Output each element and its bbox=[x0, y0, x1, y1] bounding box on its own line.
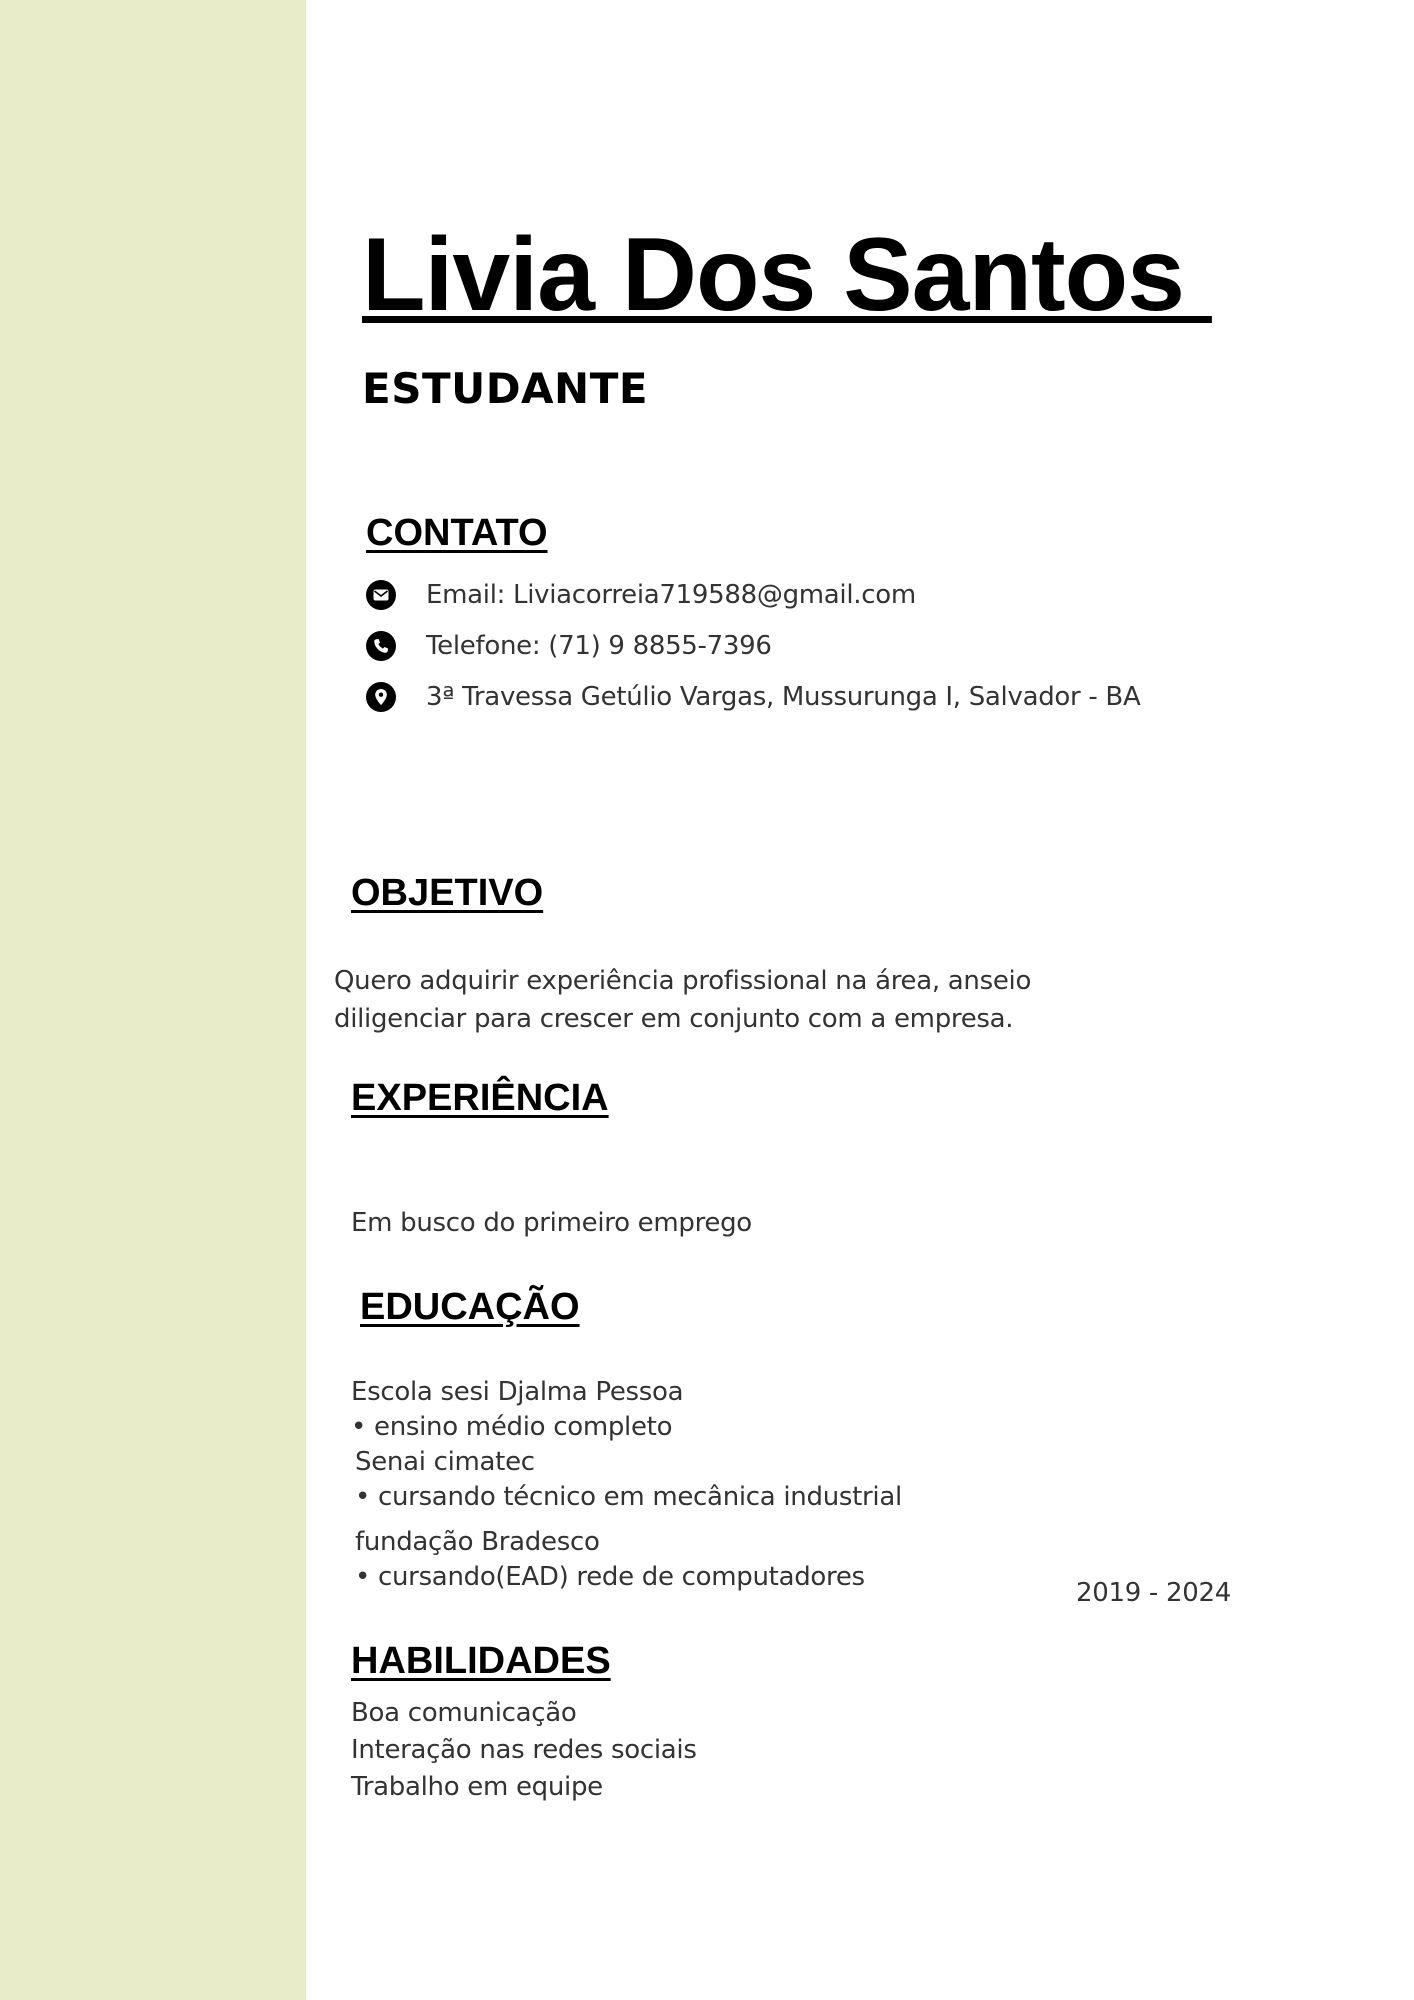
skills-heading: HABILIDADES bbox=[351, 1640, 611, 1682]
contact-phone-text[interactable]: Telefone: (71) 9 8855-7396 bbox=[426, 631, 772, 661]
education-detail-1: • ensino médio completo bbox=[351, 1412, 673, 1442]
objective-heading: OBJETIVO bbox=[351, 872, 544, 914]
contact-address-text: 3ª Travessa Getúlio Vargas, Mussurunga I, Salvador - BA bbox=[426, 682, 1141, 712]
email-icon bbox=[366, 580, 396, 610]
education-detail-3: • cursando(EAD) rede de computadores bbox=[355, 1562, 865, 1592]
candidate-role: ESTUDANTE bbox=[362, 364, 649, 413]
location-icon bbox=[366, 682, 396, 712]
objective-text: Quero adquirir experiência profissional na área, anseio diligenciar para crescer em conjunto com a empresa. bbox=[334, 966, 1032, 1034]
sidebar-panel bbox=[0, 0, 306, 2000]
experience-text: Em busco do primeiro emprego bbox=[351, 1208, 752, 1238]
education-school-2: Senai cimatec bbox=[355, 1447, 535, 1477]
contact-phone-row bbox=[366, 626, 772, 666]
education-school-1: Escola sesi Djalma Pessoa bbox=[351, 1377, 684, 1407]
skill-item: Interação nas redes sociais bbox=[351, 1735, 697, 1765]
contact-address-row bbox=[366, 677, 1140, 717]
education-detail-2: • cursando técnico em mecânica industrial bbox=[355, 1482, 902, 1512]
candidate-name: Livia Dos Santos bbox=[362, 217, 1212, 333]
experience-heading: EXPERIÊNCIA bbox=[351, 1077, 609, 1119]
skill-item: Trabalho em equipe bbox=[351, 1772, 603, 1802]
contact-heading: CONTATO bbox=[366, 512, 548, 554]
contact-email-row bbox=[366, 575, 916, 615]
education-school-3: fundação Bradesco bbox=[355, 1527, 600, 1557]
contact-email-text[interactable]: Email: Liviacorreia719588@gmail.com bbox=[426, 580, 916, 610]
education-heading: EDUCAÇÃO bbox=[360, 1286, 580, 1328]
skill-item: Boa comunicação bbox=[351, 1698, 577, 1728]
education-period: 2019 - 2024 bbox=[1076, 1578, 1231, 1608]
phone-icon bbox=[366, 631, 396, 661]
